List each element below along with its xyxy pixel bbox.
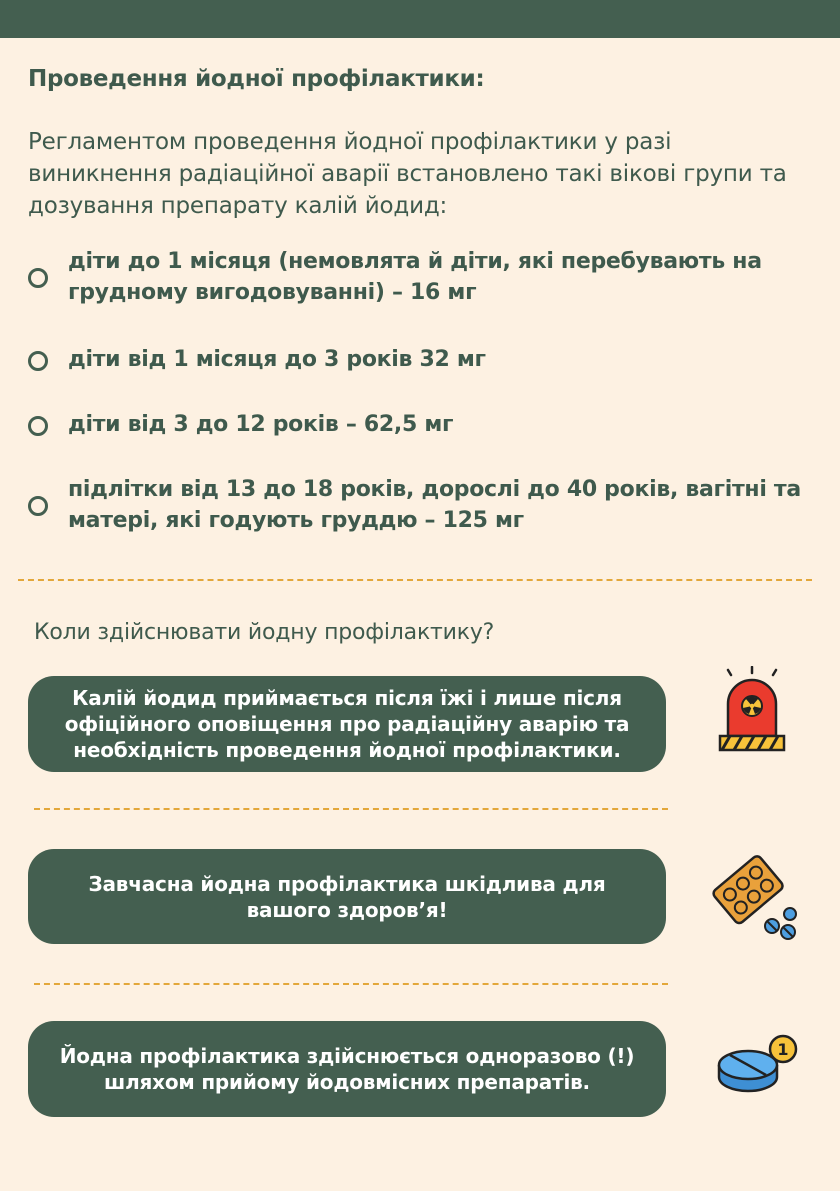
list-item-text: діти від 1 місяця до 3 років 32 мг [68,347,486,372]
circle-bullet-icon [28,268,48,288]
intro-text: Регламентом проведення йодної профілактики у разі виникнення радіаційної аварії встановлено такі вікові групи та дозування препарату калій йодид: [28,129,787,219]
list-item [28,474,818,536]
circle-bullet-icon [28,496,48,516]
pill-blister-icon [710,852,802,944]
divider [18,579,812,581]
alarm-siren-icon [716,666,788,754]
info-box [28,1021,666,1117]
warning-box-text: Завчасна йодна профілактика шкідлива для вашого здоров’я! [88,871,606,922]
circle-bullet-icon [28,351,48,371]
warning-box [28,849,666,944]
list-item [28,409,818,440]
info-box [28,676,666,772]
list-item-text: діти від 3 до 12 років – 62,5 мг [68,412,454,437]
list-item [28,246,818,308]
list-item [28,344,818,375]
circle-bullet-icon [28,416,48,436]
top-bar [0,0,840,38]
info-box-text: Калій йодид приймається після їжі і лише після офіційного оповіщення про радіаційну аварію та необхідність проведення йодної профілактики. [64,686,630,762]
divider [34,983,668,985]
list-item-text: підлітки від 13 до 18 років, дорослі до 40 років, вагітні та матері, які годують груддю – 125 мг [68,477,801,533]
pill-number-one-icon [716,1033,802,1097]
question-heading: Коли здійснювати йодну профілактику? [34,620,495,645]
pill-badge-number: 1 [777,1040,789,1059]
info-box-text: Йодна профілактика здійснюється одноразово (!) шляхом прийому йодовмісних препаратів. [59,1044,635,1094]
list-item-text: діти до 1 місяця (немовлята й діти, які перебувають на грудному вигодовуванні) – 16 мг [68,249,762,305]
divider [34,808,668,810]
section-heading: Проведення йодної профілактики: [28,66,485,92]
